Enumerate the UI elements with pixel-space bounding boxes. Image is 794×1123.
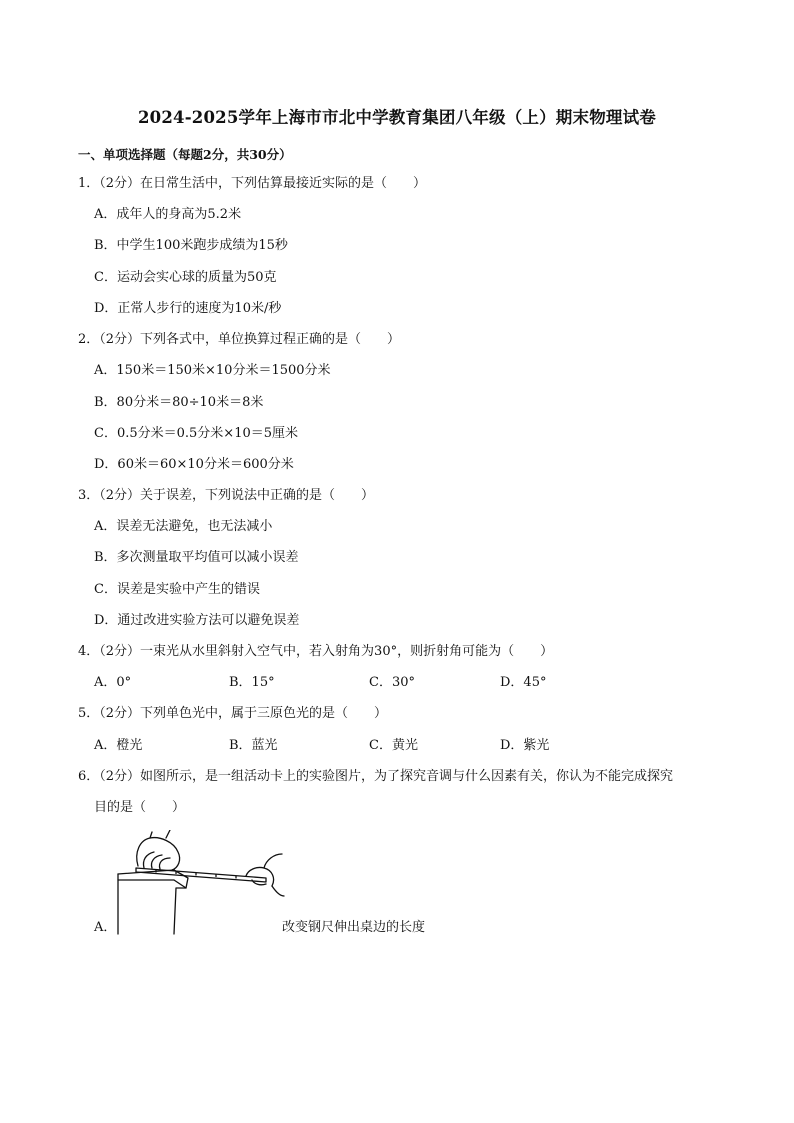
question-1-stem: 1．（2分）在日常生活中，下列估算最接近实际的是（ ） [78,176,427,191]
question-6-stem-line2: 目的是（ ） [94,800,186,815]
question-3-option-d: D．通过改进实验方法可以避免误差 [94,613,300,628]
question-4-stem: 4．（2分）一束光从水里斜射入空气中，若入射角为30°，则折射角可能为（ ） [78,644,554,659]
question-4-option-a: A．0° [94,675,132,690]
question-5-option-c: C．黄光 [369,738,418,753]
question-3-option-c: C．误差是实验中产生的错误 [94,582,260,597]
question-3-stem: 3．（2分）关于误差，下列说法中正确的是（ ） [78,488,375,503]
section-heading: 一、单项选择题（每题2分，共30分） [78,147,292,162]
question-1-option-a: A．成年人的身高为5.2米 [94,207,242,222]
question-6-option-a-label: A． [94,920,117,935]
question-2-stem: 2．（2分）下列各式中，单位换算过程正确的是（ ） [78,332,401,347]
question-4-option-c: C．30° [369,675,415,690]
ruler-on-table-figure [116,830,286,936]
question-2-option-c: C．0.5分米＝0.5分米×10＝5厘米 [94,426,299,441]
question-5-option-d: D．紫光 [500,738,550,753]
question-5-option-b: B．蓝光 [229,738,278,753]
question-2-option-d: D．60米＝60×10分米＝600分米 [94,457,294,472]
question-4-option-b: B．15° [229,675,275,690]
question-1-option-b: B．中学生100米跑步成绩为15秒 [94,238,288,253]
exam-title: 2024-2025学年上海市市北中学教育集团八年级（上）期末物理试卷 [138,108,656,127]
question-2-option-b: B．80分米＝80÷10米＝8米 [94,395,264,410]
question-1-option-d: D．正常人步行的速度为10米/秒 [94,301,282,316]
question-1-option-c: C．运动会实心球的质量为50克 [94,270,277,285]
question-6-stem-line1: 6．（2分）如图所示，是一组活动卡上的实验图片，为了探究音调与什么因素有关，你认为不能完成探究 [78,769,674,784]
question-3-option-a: A．误差无法避免，也无法减小 [94,519,273,534]
question-3-option-b: B．多次测量取平均值可以减小误差 [94,550,299,565]
question-4-option-d: D．45° [500,675,547,690]
question-6-option-a-caption: 改变钢尺伸出桌边的长度 [282,920,426,935]
question-5-option-a: A．橙光 [94,738,143,753]
question-5-stem: 5．（2分）下列单色光中，属于三原色光的是（ ） [78,706,388,721]
question-2-option-a: A．150米＝150米×10分米＝1500分米 [94,363,331,378]
